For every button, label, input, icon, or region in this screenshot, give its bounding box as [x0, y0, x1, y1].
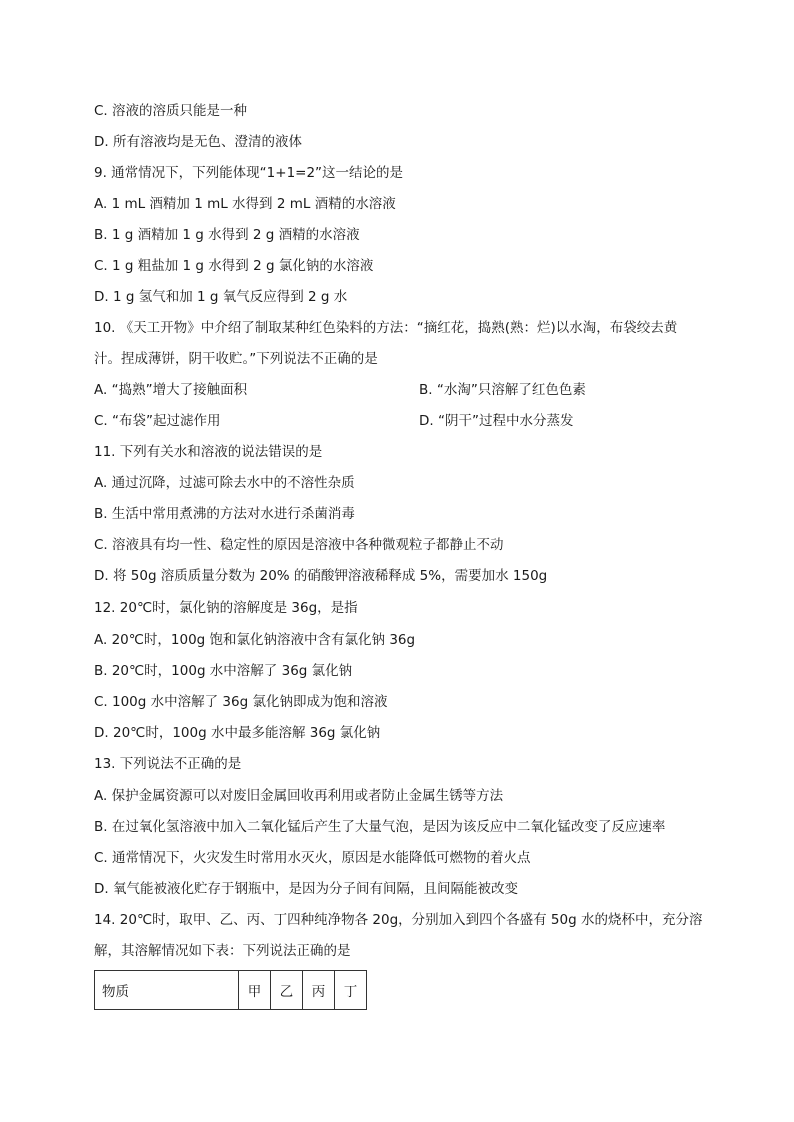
option-c-q10: C. “布袋”起过滤作用 — [94, 413, 221, 429]
option-c-q11: C. 溶液具有均一性、稳定性的原因是溶液中各种微观粒子都静止不动 — [94, 537, 504, 553]
option-b-q11: B. 生活中常用煮沸的方法对水进行杀菌消毒 — [94, 506, 355, 522]
option-d-q13: D. 氧气能被液化贮存于钢瓶中，是因为分子间有间隔，且间隔能被改变 — [94, 881, 518, 897]
option-a-q12: A. 20℃时，100g 饱和氯化钠溶液中含有氯化钠 36g — [94, 632, 416, 648]
option-c-q9: C. 1 g 粗盐加 1 g 水得到 2 g 氯化钠的水溶液 — [94, 258, 374, 274]
option-c-q8: C. 溶液的溶质只能是一种 — [94, 103, 248, 119]
table-cell-yi: 乙 — [271, 971, 303, 1010]
table-header-cell: 物质 — [95, 971, 239, 1010]
option-a-q9: A. 1 mL 酒精加 1 mL 水得到 2 mL 酒精的水溶液 — [94, 196, 396, 212]
table-cell-jia: 甲 — [239, 971, 271, 1010]
question-9: 9. 通常情况下，下列能体现“1+1=2”这一结论的是 — [94, 165, 404, 181]
option-c-q13: C. 通常情况下，火灾发生时常用水灭火，原因是水能降低可燃物的着火点 — [94, 850, 531, 866]
question-10-line-1: 10. 《天工开物》中介绍了制取某种红色染料的方法：“摘红花，捣熟(熟：烂)以水淘，布袋绞去黄 — [94, 320, 678, 336]
option-d-q10: D. “阴干”过程中水分蒸发 — [419, 413, 574, 429]
option-b-q10: B. “水淘”只溶解了红色色素 — [419, 382, 586, 398]
option-b-q13: B. 在过氧化氢溶液中加入二氧化锰后产生了大量气泡，是因为该反应中二氧化锰改变了反应速率 — [94, 819, 666, 835]
option-d-q12: D. 20℃时，100g 水中最多能溶解 36g 氯化钠 — [94, 725, 381, 741]
question-14-line-1: 14. 20℃时，取甲、乙、丙、丁四种纯净物各 20g，分别加入到四个各盛有 50g 水的烧杯中，充分溶 — [94, 912, 703, 928]
option-b-q9: B. 1 g 酒精加 1 g 水得到 2 g 酒精的水溶液 — [94, 227, 360, 243]
question-11: 11. 下列有关水和溶液的说法错误的是 — [94, 444, 323, 460]
option-a-q13: A. 保护金属资源可以对废旧金属回收再利用或者防止金属生锈等方法 — [94, 788, 504, 804]
option-d-q9: D. 1 g 氢气和加 1 g 氧气反应得到 2 g 水 — [94, 289, 348, 305]
table-cell-ding: 丁 — [335, 971, 367, 1010]
table-cell-bing: 丙 — [303, 971, 335, 1010]
question-14-line-2: 解，其溶解情况如下表：下列说法正确的是 — [94, 943, 351, 959]
option-a-q10: A. “捣熟”增大了接触面积 — [94, 382, 248, 398]
question-13: 13. 下列说法不正确的是 — [94, 756, 242, 772]
option-a-q11: A. 通过沉降，过滤可除去水中的不溶性杂质 — [94, 475, 355, 491]
solubility-table — [94, 970, 367, 1010]
question-10-line-2: 汁。捏成薄饼，阴干收贮。”下列说法不正确的是 — [94, 351, 378, 367]
table-row — [95, 971, 367, 1010]
option-c-q12: C. 100g 水中溶解了 36g 氯化钠即成为饱和溶液 — [94, 694, 388, 710]
option-b-q12: B. 20℃时，100g 水中溶解了 36g 氯化钠 — [94, 663, 353, 679]
option-d-q11: D. 将 50g 溶质质量分数为 20% 的硝酸钾溶液稀释成 5%，需要加水 150g — [94, 568, 548, 584]
question-12: 12. 20℃时，氯化钠的溶解度是 36g，是指 — [94, 600, 358, 616]
option-d-q8: D. 所有溶液均是无色、澄清的液体 — [94, 134, 302, 150]
